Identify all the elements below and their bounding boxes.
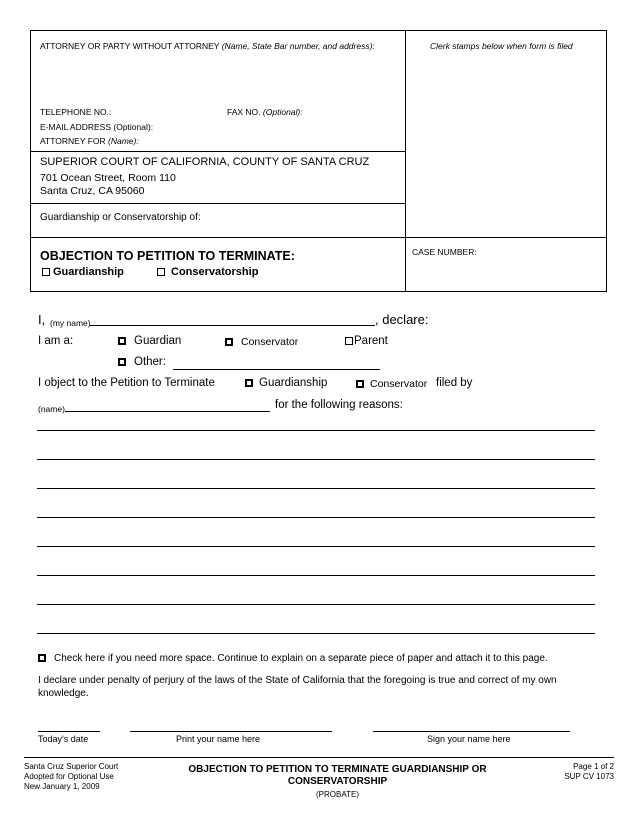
case-number-label: CASE NUMBER: <box>412 247 477 257</box>
caption-divider <box>405 30 406 292</box>
court-address-line2: Santa Cruz, CA 95060 <box>40 185 145 197</box>
reason-line[interactable] <box>37 517 595 518</box>
signature-field[interactable] <box>373 731 570 732</box>
object-conservator-checkbox[interactable] <box>356 380 364 388</box>
court-name: SUPERIOR COURT OF CALIFORNIA, COUNTY OF SANTA CRUZ <box>40 156 370 168</box>
reason-line[interactable] <box>37 430 595 431</box>
role-parent: Parent <box>345 335 388 347</box>
name-hint: (name) <box>38 404 65 414</box>
parent-checkbox[interactable] <box>345 337 353 345</box>
conservator-checkbox[interactable] <box>225 338 233 346</box>
reason-line[interactable] <box>37 488 595 489</box>
footer-page-number: Page 1 of 2 <box>573 762 614 771</box>
telephone-label: TELEPHONE NO.: <box>40 107 112 117</box>
guardianship-of-label: Guardianship or Conservatorship of: <box>40 212 201 223</box>
reason-line[interactable] <box>37 604 595 605</box>
role-conservator: Conservator <box>225 336 298 348</box>
clerk-stamp-label: Clerk stamps below when form is filed <box>430 41 573 51</box>
guardianship-of-box-bottom <box>30 237 607 238</box>
reason-line[interactable] <box>37 575 595 576</box>
reason-line[interactable] <box>37 633 595 634</box>
guardian-checkbox[interactable] <box>118 337 126 345</box>
footer-adopted: Adopted for Optional Use <box>24 772 114 781</box>
title-option-guardianship: Guardianship <box>42 266 124 278</box>
email-label: E-MAIL ADDRESS (Optional): <box>40 122 154 132</box>
attorney-for-label: ATTORNEY FOR (Name): <box>40 136 139 146</box>
my-name-field[interactable] <box>90 325 375 326</box>
object-option-guardianship: Guardianship <box>245 377 327 389</box>
filed-by-label: filed by <box>436 377 473 389</box>
court-address-line1: 701 Ocean Street, Room 110 <box>40 172 176 184</box>
footer-rule <box>24 757 614 758</box>
sign-name-label: Sign your name here <box>427 734 511 744</box>
form-title: OBJECTION TO PETITION TO TERMINATE: <box>40 249 295 263</box>
fax-label: FAX NO. (Optional): <box>227 107 303 117</box>
more-space-checkbox[interactable] <box>38 654 46 662</box>
more-space-note: Check here if you need more space. Continue to explain on a separate piece of paper and attach it to this page. <box>38 653 548 664</box>
object-option-conservator: Conservator <box>356 378 427 390</box>
other-role-field[interactable] <box>173 369 380 370</box>
footer-form-number: SUP CV 1073 <box>564 772 614 781</box>
footer-court: Santa Cruz Superior Court <box>24 762 119 771</box>
declare-label: , declare: <box>375 312 429 327</box>
court-box-bottom <box>30 203 405 204</box>
declaration-text: I declare under penalty of perjury of the laws of the State of California that the foregoing is true and correct of my own knowledge. <box>38 675 557 699</box>
date-label: Today's date <box>38 734 89 744</box>
footer-effective: New January 1, 2009 <box>24 782 100 791</box>
i-am-a-label: I am a: <box>38 335 74 347</box>
filed-by-name-field[interactable] <box>65 411 270 412</box>
conservatorship-checkbox[interactable] <box>157 268 165 276</box>
reason-line[interactable] <box>37 459 595 460</box>
role-other: Other: <box>118 356 166 368</box>
my-name-hint: (my name) <box>50 318 91 328</box>
other-checkbox[interactable] <box>118 358 126 366</box>
role-guardian: Guardian <box>118 335 181 347</box>
footer-title: OBJECTION TO PETITION TO TERMINATE GUARDIANSHIP OR CONSERVATORSHIP <box>188 764 487 787</box>
object-text: I object to the Petition to Terminate <box>38 377 215 389</box>
print-name-label: Print your name here <box>176 734 261 744</box>
reason-line[interactable] <box>37 546 595 547</box>
title-option-conservatorship: Conservatorship <box>157 266 258 278</box>
guardianship-checkbox[interactable] <box>42 268 50 276</box>
date-field[interactable] <box>38 731 100 732</box>
i-label: I, <box>38 312 46 327</box>
footer-probate: (PROBATE) <box>316 790 359 799</box>
reasons-label: for the following reasons: <box>275 399 403 411</box>
attorney-label: ATTORNEY OR PARTY WITHOUT ATTORNEY (Name, State Bar number, and address): <box>40 41 375 51</box>
attorney-box-bottom <box>30 151 405 152</box>
print-name-field[interactable] <box>130 731 332 732</box>
object-guardianship-checkbox[interactable] <box>245 379 253 387</box>
